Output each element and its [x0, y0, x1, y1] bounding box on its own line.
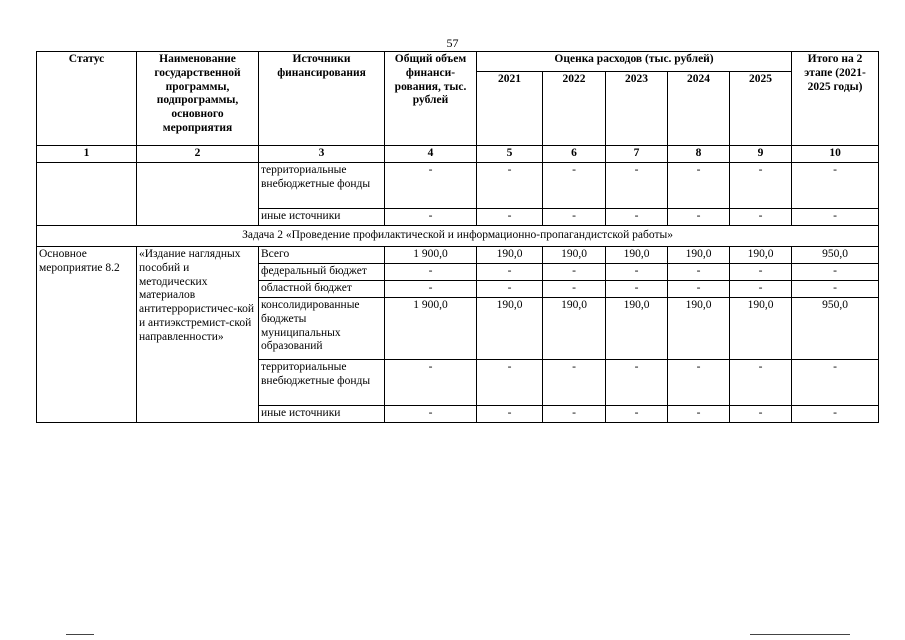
value-cell: - — [668, 264, 730, 281]
value-cell: - — [606, 209, 668, 226]
column-number: 6 — [543, 146, 606, 163]
value-cell: - — [730, 209, 792, 226]
value-cell: 190,0 — [606, 298, 668, 360]
header-funding-sources: Источники финансирования — [259, 52, 385, 146]
funding-source: иные источники — [259, 406, 385, 423]
header-year: 2024 — [668, 72, 730, 146]
value-cell: - — [543, 209, 606, 226]
value-cell: - — [543, 281, 606, 298]
value-cell: - — [385, 209, 477, 226]
value-cell: - — [477, 406, 543, 423]
value-cell: - — [730, 360, 792, 406]
column-number: 1 — [37, 146, 137, 163]
value-cell: - — [477, 163, 543, 209]
header-year: 2022 — [543, 72, 606, 146]
budget-table — [36, 51, 879, 423]
value-cell: - — [543, 163, 606, 209]
task-title: Задача 2 «Проведение профилактической и информационно-пропагандистской работы» — [37, 226, 879, 247]
value-cell: - — [668, 163, 730, 209]
column-number: 4 — [385, 146, 477, 163]
value-cell: - — [792, 281, 879, 298]
header-year: 2023 — [606, 72, 668, 146]
header-year: 2021 — [477, 72, 543, 146]
value-cell: - — [543, 360, 606, 406]
value-cell: - — [606, 406, 668, 423]
value-cell: - — [792, 360, 879, 406]
column-number: 3 — [259, 146, 385, 163]
table-row — [37, 163, 879, 209]
funding-source: областной бюджет — [259, 281, 385, 298]
value-cell: - — [730, 281, 792, 298]
funding-source: иные источники — [259, 209, 385, 226]
value-cell: - — [477, 209, 543, 226]
column-number: 10 — [792, 146, 879, 163]
value-cell: - — [543, 264, 606, 281]
value-cell: - — [792, 406, 879, 423]
value-cell: - — [385, 360, 477, 406]
value-cell: - — [385, 406, 477, 423]
value-cell: - — [730, 406, 792, 423]
scan-edge-mark — [750, 634, 850, 635]
value-cell: 190,0 — [543, 298, 606, 360]
value-cell: - — [385, 281, 477, 298]
empty-status-cell — [37, 163, 137, 226]
column-number-row — [37, 146, 879, 163]
header-stage-total: Итого на 2 этапе (2021-2025 годы) — [792, 52, 879, 146]
value-cell: 190,0 — [543, 247, 606, 264]
value-cell: 1 900,0 — [385, 247, 477, 264]
value-cell: - — [477, 264, 543, 281]
activity-name: «Издание наглядных пособий и методических материалов антитеррористичес-кой и антиэкстремист-ской направленности» — [137, 247, 259, 423]
column-number: 5 — [477, 146, 543, 163]
funding-source: территориальные внебюджетные фонды — [259, 360, 385, 406]
scan-edge-mark — [66, 634, 94, 635]
value-cell: - — [606, 281, 668, 298]
value-cell: - — [477, 281, 543, 298]
empty-name-cell — [137, 163, 259, 226]
value-cell: 190,0 — [477, 298, 543, 360]
value-cell: 1 900,0 — [385, 298, 477, 360]
header-expenses: Оценка расходов (тыс. рублей) — [477, 52, 792, 72]
value-cell: 190,0 — [730, 298, 792, 360]
value-cell: - — [477, 360, 543, 406]
activity-status: Основное мероприятие 8.2 — [37, 247, 137, 423]
value-cell: - — [385, 264, 477, 281]
value-cell: - — [792, 163, 879, 209]
column-number: 7 — [606, 146, 668, 163]
value-cell: - — [606, 360, 668, 406]
value-cell: 190,0 — [730, 247, 792, 264]
value-cell: - — [668, 281, 730, 298]
value-cell: - — [668, 209, 730, 226]
value-cell: - — [606, 163, 668, 209]
value-cell: 190,0 — [668, 298, 730, 360]
value-cell: 950,0 — [792, 247, 879, 264]
value-cell: - — [792, 209, 879, 226]
value-cell: - — [730, 163, 792, 209]
value-cell: - — [543, 406, 606, 423]
header-total-volume: Общий объем финанси-рования, тыс. рублей — [385, 52, 477, 146]
funding-source: территориальные внебюджетные фонды — [259, 163, 385, 209]
value-cell: - — [792, 264, 879, 281]
funding-source: федеральный бюджет — [259, 264, 385, 281]
header-status: Статус — [37, 52, 137, 146]
funding-source: консолидированные бюджеты муниципальных образований — [259, 298, 385, 360]
column-number: 8 — [668, 146, 730, 163]
value-cell: - — [668, 406, 730, 423]
value-cell: 950,0 — [792, 298, 879, 360]
header-program-name: Наименование государственной программы, подпрограммы, основного мероприятия — [137, 52, 259, 146]
value-cell: - — [385, 163, 477, 209]
value-cell: 190,0 — [477, 247, 543, 264]
header-year: 2025 — [730, 72, 792, 146]
table-row — [37, 247, 879, 264]
page-number: 57 — [446, 36, 459, 50]
value-cell: - — [730, 264, 792, 281]
value-cell: 190,0 — [606, 247, 668, 264]
column-number: 2 — [137, 146, 259, 163]
value-cell: 190,0 — [668, 247, 730, 264]
funding-source: Всего — [259, 247, 385, 264]
column-number: 9 — [730, 146, 792, 163]
value-cell: - — [606, 264, 668, 281]
value-cell: - — [668, 360, 730, 406]
task-row — [37, 226, 879, 247]
